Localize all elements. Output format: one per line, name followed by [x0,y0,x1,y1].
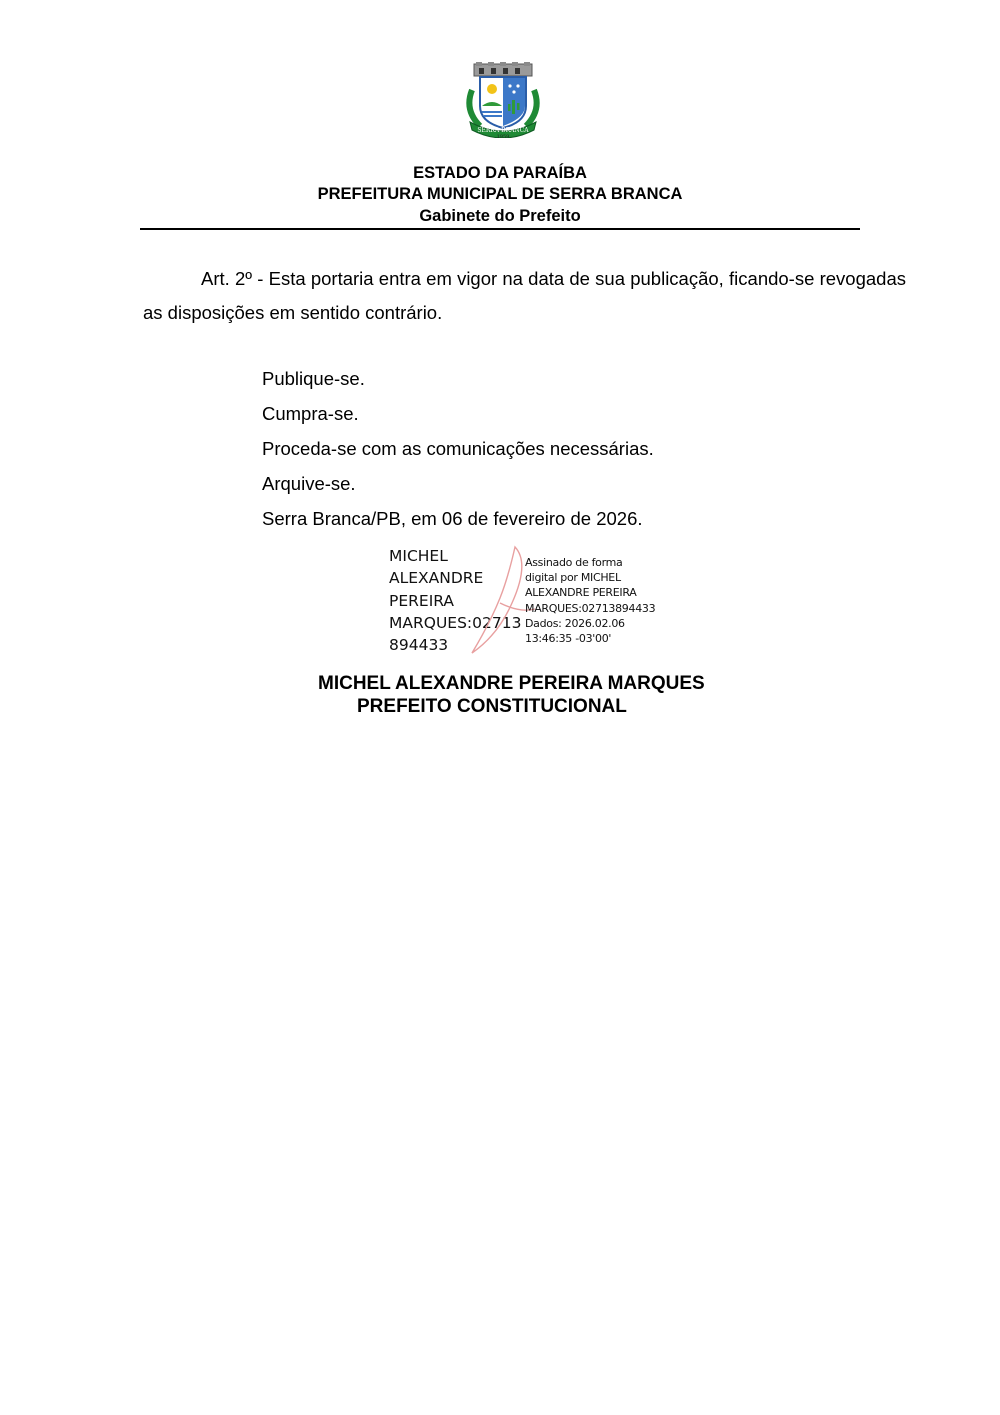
crest-caption: SERRA BRANCA [477,127,529,134]
closing-line-comply: Cumpra-se. [262,403,359,424]
header-state: ESTADO DA PARAÍBA [413,164,587,182]
header-divider [140,228,860,230]
header-municipality: PREFEITURA MUNICIPAL DE SERRA BRANCA [317,185,683,203]
article-paragraph [143,262,906,330]
digital-signature-name: MICHEL ALEXANDRE PEREIRA MARQUES:02713 894433 [389,547,522,655]
closing-line-publish: Publique-se. [262,368,365,389]
signer-name: MICHEL ALEXANDRE PEREIRA MARQUES [318,673,705,694]
article-text: Art. 2º - Esta portaria entra em vigor na data de sua publicação, ficando-se revogadas as disposições em sentido contrário. [143,268,906,323]
signer-title: PREFEITO CONSTITUCIONAL [357,696,627,717]
header-office: Gabinete do Prefeito [419,207,581,225]
coat-of-arms-icon [462,62,544,138]
digital-signature-details: Assinado de forma digital por MICHEL ALEXANDRE PEREIRA MARQUES:02713894433 Dados: 2026.02.06 13:46:35 -03'00' [525,556,656,646]
crest-year: 1959 [496,134,510,138]
closing-line-archive: Arquive-se. [262,473,356,494]
place-date: Serra Branca/PB, em 06 de fevereiro de 2026. [262,508,643,529]
closing-line-communications: Proceda-se com as comunicações necessárias. [262,438,654,459]
